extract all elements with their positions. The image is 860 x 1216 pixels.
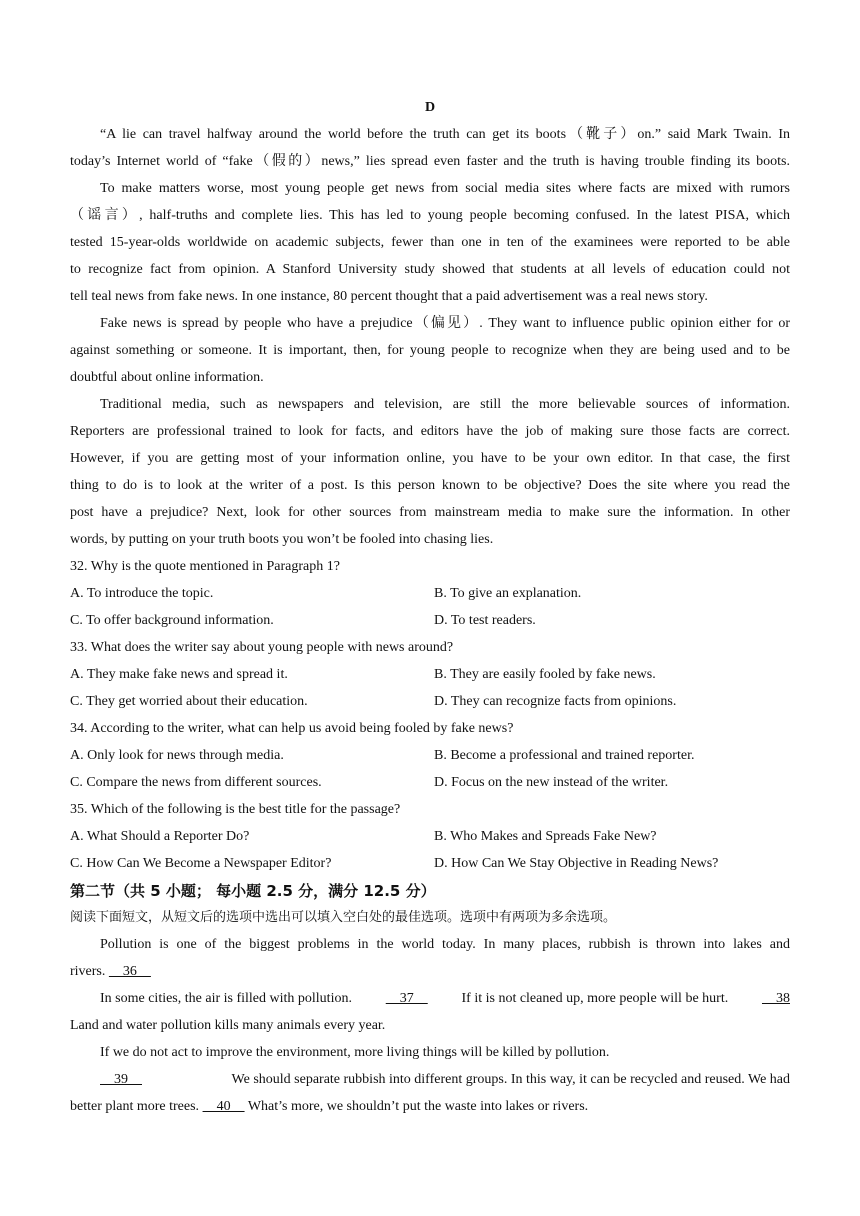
option-c[interactable]: C. Compare the news from different sources. bbox=[70, 775, 322, 790]
passage-line: To make matters worse, most young people get news from social media sites where facts are mixed with rumors bbox=[100, 181, 790, 196]
option-b[interactable]: B. To give an explanation. bbox=[434, 586, 582, 601]
option-a[interactable]: A. What Should a Reporter Do? bbox=[70, 829, 250, 844]
passage-line: Land and water pollution kills many animals every year. bbox=[70, 1018, 386, 1033]
passage-text: We should separate rubbish into different groups. In this way, it can be recycled and reused. We had bbox=[231, 1072, 790, 1087]
option-c[interactable]: C. To offer background information. bbox=[70, 613, 274, 628]
option-a[interactable]: A. They make fake news and spread it. bbox=[70, 667, 288, 682]
passage-line: words, by putting on your truth boots you won’t be fooled into chasing lies. bbox=[70, 532, 494, 547]
passage-line bbox=[70, 1097, 790, 1117]
passage-line: today’s Internet world of “fake（假的）news,” lies spread even faster and the truth is having trouble finding its boots. bbox=[70, 154, 790, 169]
option-d[interactable]: D. How Can We Stay Objective in Reading News? bbox=[434, 856, 719, 871]
passage-text: If it is not cleaned up, more people will be hurt. bbox=[461, 991, 729, 1006]
passage-text: In some cities, the air is filled with pollution. bbox=[100, 991, 352, 1006]
passage-line: Fake news is spread by people who have a prejudice（偏见）. They want to influence public opinion either for or bbox=[100, 316, 790, 331]
passage-line: “A lie can travel halfway around the world before the truth can get its boots（靴子）on.” said Mark Twain. In bbox=[100, 127, 790, 142]
passage-text: better plant more trees. bbox=[70, 1099, 200, 1114]
option-a[interactable]: A. To introduce the topic. bbox=[70, 586, 214, 601]
section2-heading: 第二节（共 5 小题； 每小题 2.5 分，满分 12.5 分） bbox=[70, 882, 436, 900]
passage-line: tested 15-year-olds worldwide on academic subjects, fewer than one in ten of the examinees were reported to be able bbox=[70, 235, 790, 250]
blank-39[interactable]: 39 bbox=[100, 1072, 142, 1087]
passage-line: tell teal news from fake news. In one instance, 80 percent thought that a paid advertisement was a real news story. bbox=[70, 289, 708, 304]
passage-line: However, if you are getting most of your information online, you have to be your own editor. In that case, the first bbox=[70, 451, 790, 466]
passage-line: Reporters are professional trained to look for facts, and editors have the job of making sure those facts are correct. bbox=[70, 424, 790, 439]
passage-line: If we do not act to improve the environment, more living things will be killed by pollution. bbox=[100, 1045, 610, 1060]
passage-text: What’s more, we shouldn’t put the waste into lakes or rivers. bbox=[247, 1099, 589, 1114]
blank-38[interactable]: 38 bbox=[761, 991, 790, 1006]
option-d[interactable]: D. They can recognize facts from opinions. bbox=[434, 694, 677, 709]
option-a[interactable]: A. Only look for news through media. bbox=[70, 748, 284, 763]
blank-36[interactable]: 36 bbox=[108, 964, 151, 979]
question-stem: 32. Why is the quote mentioned in Paragraph 1? bbox=[70, 559, 340, 574]
option-b[interactable]: B. They are easily fooled by fake news. bbox=[434, 667, 656, 682]
passage-line bbox=[100, 989, 790, 1009]
passage-line bbox=[100, 1070, 790, 1090]
option-d[interactable]: D. To test readers. bbox=[434, 613, 536, 628]
question-stem: 34. According to the writer, what can help us avoid being fooled by fake news? bbox=[70, 721, 514, 736]
passage-line: to recognize fact from opinion. A Stanford University study showed that students at all levels of education could not bbox=[70, 262, 790, 277]
passage-line: thing to do is to look at the writer of a post. Is this person known to be objective? Does the site where you read the bbox=[70, 478, 790, 493]
passage-line: against something or someone. It is important, then, for young people to recognize when they are being used and to be bbox=[70, 343, 790, 358]
option-b[interactable]: B. Become a professional and trained reporter. bbox=[434, 748, 695, 763]
passage-line: Pollution is one of the biggest problems in the world today. In many places, rubbish is thrown into lakes and bbox=[100, 937, 790, 952]
section-title: D bbox=[424, 100, 436, 115]
section2-instruction: 阅读下面短文，从短文后的选项中选出可以填入空白处的最佳选项。选项中有两项为多余选项。 bbox=[70, 910, 617, 925]
passage-line: doubtful about online information. bbox=[70, 370, 264, 385]
blank-37[interactable]: 37 bbox=[385, 991, 428, 1006]
passage-line: post have a prejudice? Next, look for other sources from mainstream media to make sure the information. In other bbox=[70, 505, 790, 520]
option-d[interactable]: D. Focus on the new instead of the writer. bbox=[434, 775, 669, 790]
passage-text: rivers. bbox=[70, 964, 106, 979]
option-c[interactable]: C. How Can We Become a Newspaper Editor? bbox=[70, 856, 332, 871]
option-b[interactable]: B. Who Makes and Spreads Fake New? bbox=[434, 829, 657, 844]
option-c[interactable]: C. They get worried about their education. bbox=[70, 694, 308, 709]
passage-line: Traditional media, such as newspapers and television, are still the more believable sources of information. bbox=[100, 397, 790, 412]
question-stem: 33. What does the writer say about young people with news around? bbox=[70, 640, 454, 655]
passage-line bbox=[70, 962, 790, 982]
blank-40[interactable]: 40 bbox=[202, 1099, 245, 1114]
passage-line: （谣言）, half-truths and complete lies. This has led to young people becoming confused. In the latest PISA, which bbox=[70, 208, 790, 223]
question-stem: 35. Which of the following is the best title for the passage? bbox=[70, 802, 401, 817]
